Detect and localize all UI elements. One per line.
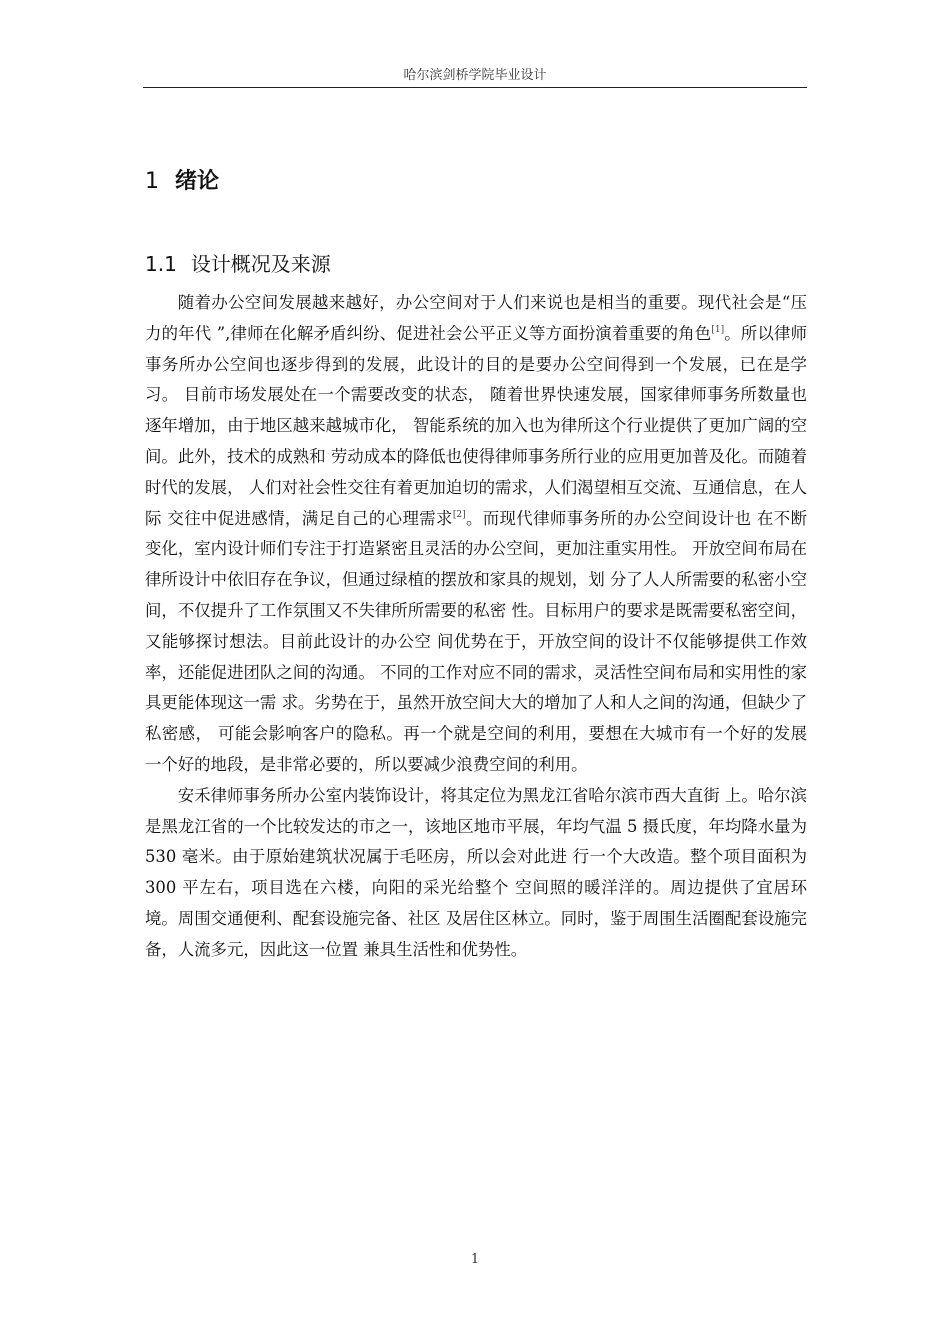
section-title: 设计概况及来源 bbox=[190, 252, 331, 276]
citation-2: [2] bbox=[452, 509, 466, 520]
section-heading bbox=[145, 248, 331, 277]
paragraph-1 bbox=[145, 288, 807, 781]
chapter-number: 1 bbox=[145, 169, 159, 194]
header-divider bbox=[143, 87, 807, 88]
paragraph-1-part-1: 随着办公空间发展越来越好，办公空间对于人们来说也是相当的重要。现代社会是“压力的年代 ”,律师在化解矛盾纠纷、促进社会公平正义等方面扮演着重要的角色 bbox=[145, 293, 807, 343]
citation-1: [1] bbox=[711, 324, 725, 335]
paragraph-1-part-2: 。所以律师事务所办公空间也逐步得到的发展，此设计的目的是要办公空间得到一个发展，已在是学习。 目前市场发展处在一个需要改变的状态， 随着世界快速发展，国家律师事务所数量也逐年增加，由于地区越来越城市化， 智能系统的加入也为律所这个行业提供了更加广阔的空间。此外，技术的成熟和 劳动成本的降低也使得律师事务所行业的应用更加普及化。而随着时代的发展， 人们对社会性交往有着更加迫切的需求，人们渴望相互交流、互通信息，在人际 交往中促进感情，满足自己的心理需求 bbox=[145, 323, 807, 528]
chapter-heading bbox=[145, 164, 219, 195]
chapter-title: 绪论 bbox=[175, 169, 220, 194]
paragraph-2: 安禾律师事务所办公室内装饰设计，将其定位为黑龙江省哈尔滨市西大直街 上。哈尔滨是黑龙江省的一个比较发达的市之一，该地区地市平展，年均气温 5 摄氏度，年均降水量为 530 毫米。由于原始建筑状况属于毛呸房，所以会对此进 行一个大改造。整个项目面积为 300 平左右，项目选在六楼，向阳的采光给整个 空间照的暖洋洋的。周边提供了宜居环境。周围交通便利、配套设施完备、社区 及居住区林立。同时，鉴于周围生活圈配套设施完备，人流多元，因此这一位置 兼具生活性和优势性。 bbox=[145, 785, 807, 959]
paragraph-1-part-3: 。而现代律师事务所的办公空间设计也 在不断变化，室内设计师们专注于打造紧密且灵活的办公空间，更加注重实用性。 开放空间布局在律所设计中依旧存在争议，但通过绿植的摆放和家具的规划，划 分了人人所需要的私密小空间，不仅提升了工作氛围又不失律所所需要的私密 性。目标用户的要求是既需要私密空间，又能够探讨想法。目前此设计的办公空 间优势在于，开放空间的设计不仅能够提供工作效率，还能促进团队之间的沟通。 不同的工作对应不同的需求，灵活性空间布局和实用性的家具更能体现这一需 求。劣势在于，虽然开放空间大大的增加了人和人之间的沟通，但缺少了私密感， 可能会影响客户的隐私。再一个就是空间的利用，要想在大城市有一个好的发展 一个好的地段，是非常必要的，所以要减少浪费空间的利用。 bbox=[145, 508, 807, 774]
running-header: 哈尔滨剑桥学院毕业设计 bbox=[403, 68, 547, 83]
body-text bbox=[145, 288, 807, 966]
section-number: 1.1 bbox=[145, 252, 177, 276]
page-number: 1 bbox=[470, 1252, 480, 1267]
